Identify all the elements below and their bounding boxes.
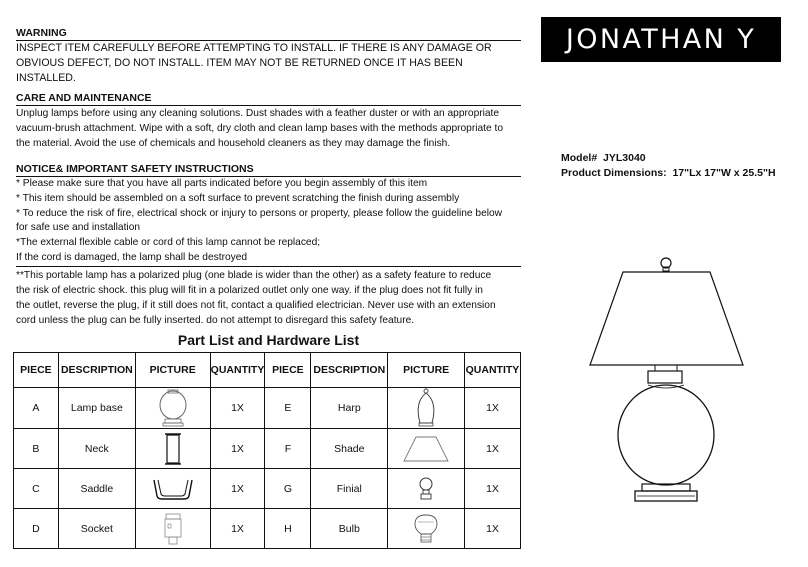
- piece-cell: C: [14, 469, 59, 509]
- saddle-icon: [151, 476, 195, 502]
- quantity-cell: 1X: [210, 509, 265, 549]
- quantity-cell: 1X: [210, 469, 265, 509]
- quantity-cell: 1X: [464, 469, 520, 509]
- quantity-cell: 1X: [210, 388, 265, 429]
- piece-cell: A: [14, 388, 59, 429]
- col-header: DESCRIPTION: [311, 353, 388, 388]
- picture-cell: [135, 388, 210, 429]
- model-number: [561, 151, 776, 166]
- model-info: [561, 151, 776, 181]
- bulb-icon: [411, 512, 441, 546]
- quantity-cell: 1X: [210, 429, 265, 469]
- notice-line: If the cord is damaged, the lamp shall be destroyed: [16, 251, 248, 263]
- notice-line: for safe use and installation: [16, 222, 141, 234]
- care-section: [16, 92, 521, 151]
- warning-line: OBVIOUS DEFECT, DO NOT INSTALL. ITEM MAY NOT BE RETURNED ONCE IT HAS BEEN INSTALLED.: [16, 57, 463, 84]
- polarized-line: **This portable lamp has a polarized plug (one blade is wider than the other) as a safety feature to reduce: [16, 270, 492, 281]
- dimensions-label: Product Dimensions:: [561, 167, 667, 179]
- piece-cell: G: [265, 469, 311, 509]
- col-header: QUANTITY: [464, 353, 520, 388]
- warning-text: [16, 41, 521, 86]
- col-header: PICTURE: [388, 353, 465, 388]
- neck-icon: [161, 432, 185, 466]
- description-cell: Socket: [58, 509, 135, 549]
- picture-cell: [135, 469, 210, 509]
- parts-title: Part List and Hardware List: [177, 332, 360, 348]
- warning-section: [16, 27, 521, 86]
- shade-drawing: [590, 272, 743, 365]
- neck-drawing: [648, 365, 682, 383]
- table-row: [14, 509, 521, 549]
- shade-icon: [402, 434, 450, 464]
- col-header: DESCRIPTION: [58, 353, 135, 388]
- picture-cell: [135, 429, 210, 469]
- picture-cell: [388, 509, 465, 549]
- notice-line: * Please make sure that you have all parts indicated before you begin assembly of this item: [16, 178, 428, 189]
- harp-icon: [411, 388, 441, 428]
- product-dimensions: [561, 166, 776, 181]
- picture-cell: [388, 388, 465, 429]
- care-text: [16, 106, 521, 151]
- picture-cell: [135, 509, 210, 549]
- finial-icon: [416, 476, 436, 502]
- notice-text: [16, 177, 521, 266]
- description-cell: Saddle: [58, 469, 135, 509]
- description-cell: Shade: [311, 429, 388, 469]
- piece-cell: H: [265, 509, 311, 549]
- col-header: PIECE: [265, 353, 311, 388]
- lamp-base-icon: [153, 388, 193, 428]
- table-lamp-illustration: [580, 255, 750, 505]
- description-cell: Harp: [311, 388, 388, 429]
- care-line: the material. Avoid the use of chemicals and household cleaners as they may damage the finish.: [16, 138, 451, 149]
- lamp-body-drawing: [618, 385, 714, 485]
- care-line: vacuum-brush attachment. Wipe with a soft, dry cloth and clean lamp bases with the methods appropriate to: [16, 123, 503, 134]
- col-header: QUANTITY: [210, 353, 265, 388]
- col-header: PICTURE: [135, 353, 210, 388]
- polarized-line: the outlet, reverse the plug, if it still does not fit, contact a qualified electrician. Never use with an extension: [16, 300, 496, 311]
- model-value: JYL3040: [603, 152, 646, 164]
- piece-cell: D: [14, 509, 59, 549]
- piece-cell: F: [265, 429, 311, 469]
- finial-drawing: [661, 258, 671, 271]
- table-row: [14, 388, 521, 429]
- description-cell: Neck: [58, 429, 135, 469]
- col-header: PIECE: [14, 353, 59, 388]
- dimensions-value: 17"Lx 17"W x 25.5"H: [672, 167, 776, 179]
- piece-cell: E: [265, 388, 311, 429]
- quantity-cell: 1X: [464, 388, 520, 429]
- notice-line: * To reduce the risk of fire, electrical shock or injury to persons or property, please follow the guideline below: [16, 207, 503, 219]
- notice-line: * This item should be assembled on a soft surface to prevent scratching the finish during assembly: [16, 192, 460, 204]
- quantity-cell: 1X: [464, 429, 520, 469]
- parts-table: [13, 352, 521, 549]
- description-cell: Bulb: [311, 509, 388, 549]
- picture-cell: [388, 469, 465, 509]
- polarized-plug-section: [16, 266, 521, 328]
- polarized-line: cord unless the plug can be fully inserted. do not attempt to disregard this safety feature.: [16, 315, 415, 326]
- model-label: Model#: [561, 152, 598, 164]
- warning-heading: WARNING: [16, 27, 521, 41]
- quantity-cell: 1X: [464, 509, 520, 549]
- socket-icon: [161, 512, 185, 546]
- polarized-line: the risk of electric shock. this plug will fit in a polarized outlet only one way. if the plug does not fit fully in: [16, 285, 483, 296]
- brand-logo: JONATHAN Y: [541, 17, 781, 62]
- picture-cell: [388, 429, 465, 469]
- lamp-foot-drawing: [635, 484, 697, 501]
- notice-section: [16, 163, 521, 266]
- notice-heading: NOTICE& IMPORTANT SAFETY INSTRUCTIONS: [16, 163, 521, 177]
- notice-line: *The external flexible cable or cord of this lamp cannot be replaced;: [16, 237, 321, 249]
- table-row: [14, 469, 521, 509]
- care-line: Unplug lamps before using any cleaning solutions. Dust shades with a feather duster or with an appropriate: [16, 108, 500, 119]
- table-row: [14, 429, 521, 469]
- description-cell: Finial: [311, 469, 388, 509]
- care-heading: CARE AND MAINTENANCE: [16, 92, 521, 106]
- description-cell: Lamp base: [58, 388, 135, 429]
- piece-cell: B: [14, 429, 59, 469]
- warning-line: INSPECT ITEM CAREFULLY BEFORE ATTEMPTING TO INSTALL. IF THERE IS ANY DAMAGE OR: [16, 42, 492, 54]
- parts-header-row: [14, 353, 521, 388]
